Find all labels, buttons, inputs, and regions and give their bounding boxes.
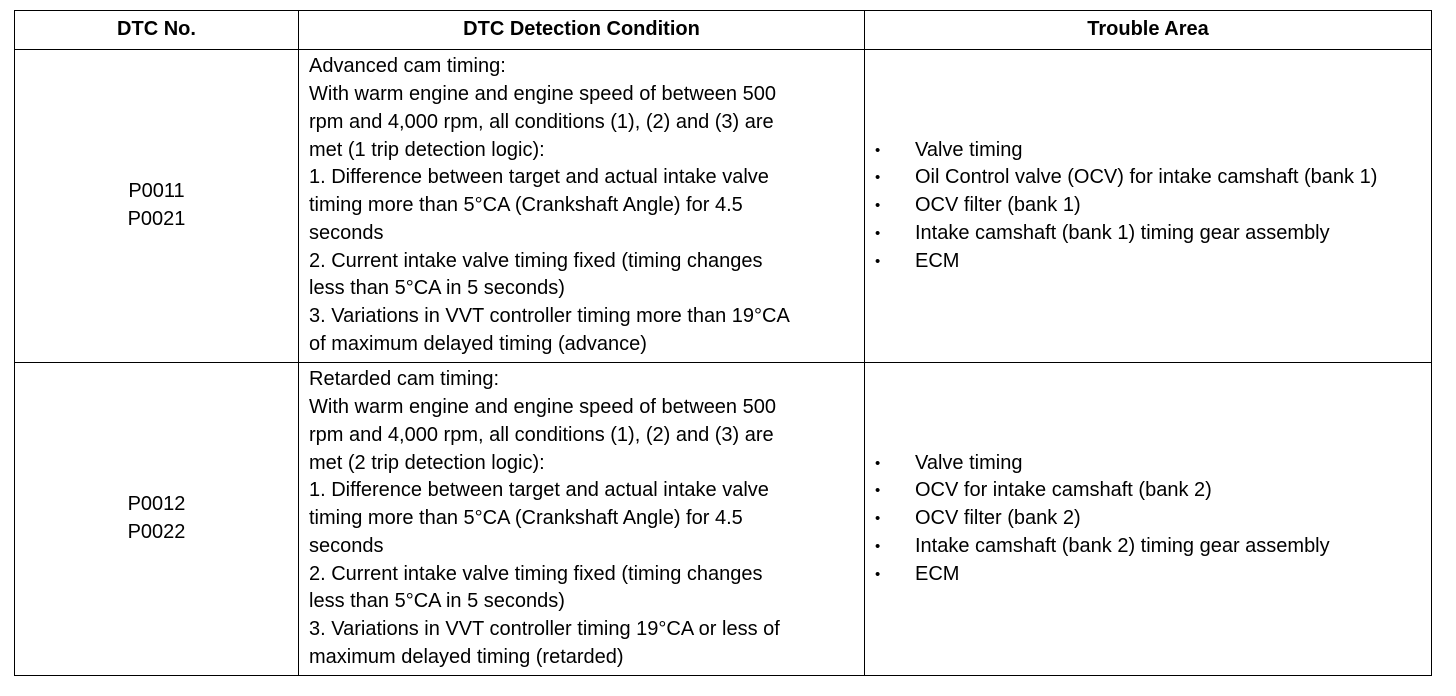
condition-line: rpm and 4,000 rpm, all conditions (1), (2) and (3) are bbox=[309, 423, 774, 446]
condition-line: less than 5°CA in 5 seconds) bbox=[309, 277, 565, 300]
dtc-code: P0022 bbox=[127, 521, 186, 543]
trouble-area-list bbox=[875, 137, 1421, 276]
bullet: • bbox=[875, 482, 881, 500]
dtc-code-cell bbox=[15, 363, 299, 676]
table-row bbox=[15, 50, 1432, 363]
condition-line: met (1 trip detection logic): bbox=[309, 138, 545, 161]
dtc-code: P0012 bbox=[127, 493, 186, 516]
condition-line: 2. Current intake valve timing fixed (timing changes bbox=[309, 249, 763, 272]
condition-line: 1. Difference between target and actual intake valve bbox=[309, 479, 769, 502]
condition-line: of maximum delayed timing (advance) bbox=[309, 333, 647, 356]
trouble-area-list bbox=[875, 450, 1421, 589]
list-item bbox=[875, 137, 1421, 165]
condition-line: 2. Current intake valve timing fixed (timing changes bbox=[309, 562, 763, 585]
condition-line: maximum delayed timing (retarded) bbox=[309, 646, 624, 669]
dtc-code: P0011 bbox=[128, 180, 185, 203]
bullet: • bbox=[875, 454, 881, 472]
list-item bbox=[875, 164, 1421, 192]
trouble-area-cell bbox=[865, 363, 1432, 676]
condition-line: seconds bbox=[309, 221, 384, 244]
trouble-area-text: Oil Control valve (OCV) for intake camshaft (bank 1) bbox=[915, 166, 1378, 189]
detection-condition-cell bbox=[299, 363, 865, 676]
bullet: • bbox=[875, 510, 881, 528]
condition-line: With warm engine and engine speed of between 500 bbox=[309, 82, 776, 105]
trouble-area-text: Valve timing bbox=[915, 138, 1023, 161]
condition-line: timing more than 5°CA (Crankshaft Angle) for 4.5 bbox=[309, 507, 743, 530]
header-trouble-area: Trouble Area bbox=[865, 11, 1432, 50]
list-item bbox=[875, 248, 1421, 276]
condition-line: 3. Variations in VVT controller timing more than 19°CA bbox=[309, 305, 790, 328]
bullet: • bbox=[875, 224, 881, 242]
trouble-area-text: Intake camshaft (bank 2) timing gear assembly bbox=[915, 534, 1330, 557]
bullet: • bbox=[875, 252, 881, 270]
detection-condition-cell bbox=[299, 50, 865, 363]
dtc-code: P0021 bbox=[127, 208, 186, 230]
condition-line: timing more than 5°CA (Crankshaft Angle) for 4.5 bbox=[309, 194, 743, 217]
trouble-area-text: OCV filter (bank 2) bbox=[915, 507, 1081, 530]
list-item bbox=[875, 505, 1421, 533]
header-dtc-no: DTC No. bbox=[15, 11, 299, 50]
condition-line: seconds bbox=[309, 534, 384, 557]
condition-line: Advanced cam timing: bbox=[309, 55, 506, 78]
list-item bbox=[875, 450, 1421, 478]
bullet: • bbox=[875, 537, 881, 555]
condition-line: rpm and 4,000 rpm, all conditions (1), (2) and (3) are bbox=[309, 110, 774, 133]
header-detection-condition: DTC Detection Condition bbox=[299, 11, 865, 50]
list-item bbox=[875, 220, 1421, 248]
trouble-area-text: ECM bbox=[915, 249, 960, 272]
dtc-table bbox=[14, 10, 1432, 676]
list-item bbox=[875, 533, 1421, 561]
condition-line: 1. Difference between target and actual intake valve bbox=[309, 166, 769, 189]
condition-line: 3. Variations in VVT controller timing 19°CA or less of bbox=[309, 618, 780, 641]
condition-line: less than 5°CA in 5 seconds) bbox=[309, 590, 565, 613]
bullet: • bbox=[875, 169, 881, 187]
list-item bbox=[875, 561, 1421, 589]
trouble-area-cell bbox=[865, 50, 1432, 363]
condition-line: Retarded cam timing: bbox=[309, 368, 500, 391]
trouble-area-text: ECM bbox=[915, 562, 960, 585]
header-row bbox=[15, 11, 1432, 50]
bullet: • bbox=[875, 141, 881, 159]
trouble-area-text: OCV filter (bank 1) bbox=[915, 194, 1081, 217]
trouble-area-text: Valve timing bbox=[915, 451, 1023, 474]
condition-line: met (2 trip detection logic): bbox=[309, 451, 545, 474]
trouble-area-text: OCV for intake camshaft (bank 2) bbox=[915, 479, 1212, 502]
list-item bbox=[875, 477, 1421, 505]
trouble-area-text: Intake camshaft (bank 1) timing gear assembly bbox=[915, 221, 1330, 244]
table-row bbox=[15, 363, 1432, 676]
bullet: • bbox=[875, 197, 881, 215]
condition-line: With warm engine and engine speed of between 500 bbox=[309, 395, 776, 418]
list-item bbox=[875, 192, 1421, 220]
dtc-code-cell bbox=[15, 50, 299, 363]
bullet: • bbox=[875, 565, 881, 583]
